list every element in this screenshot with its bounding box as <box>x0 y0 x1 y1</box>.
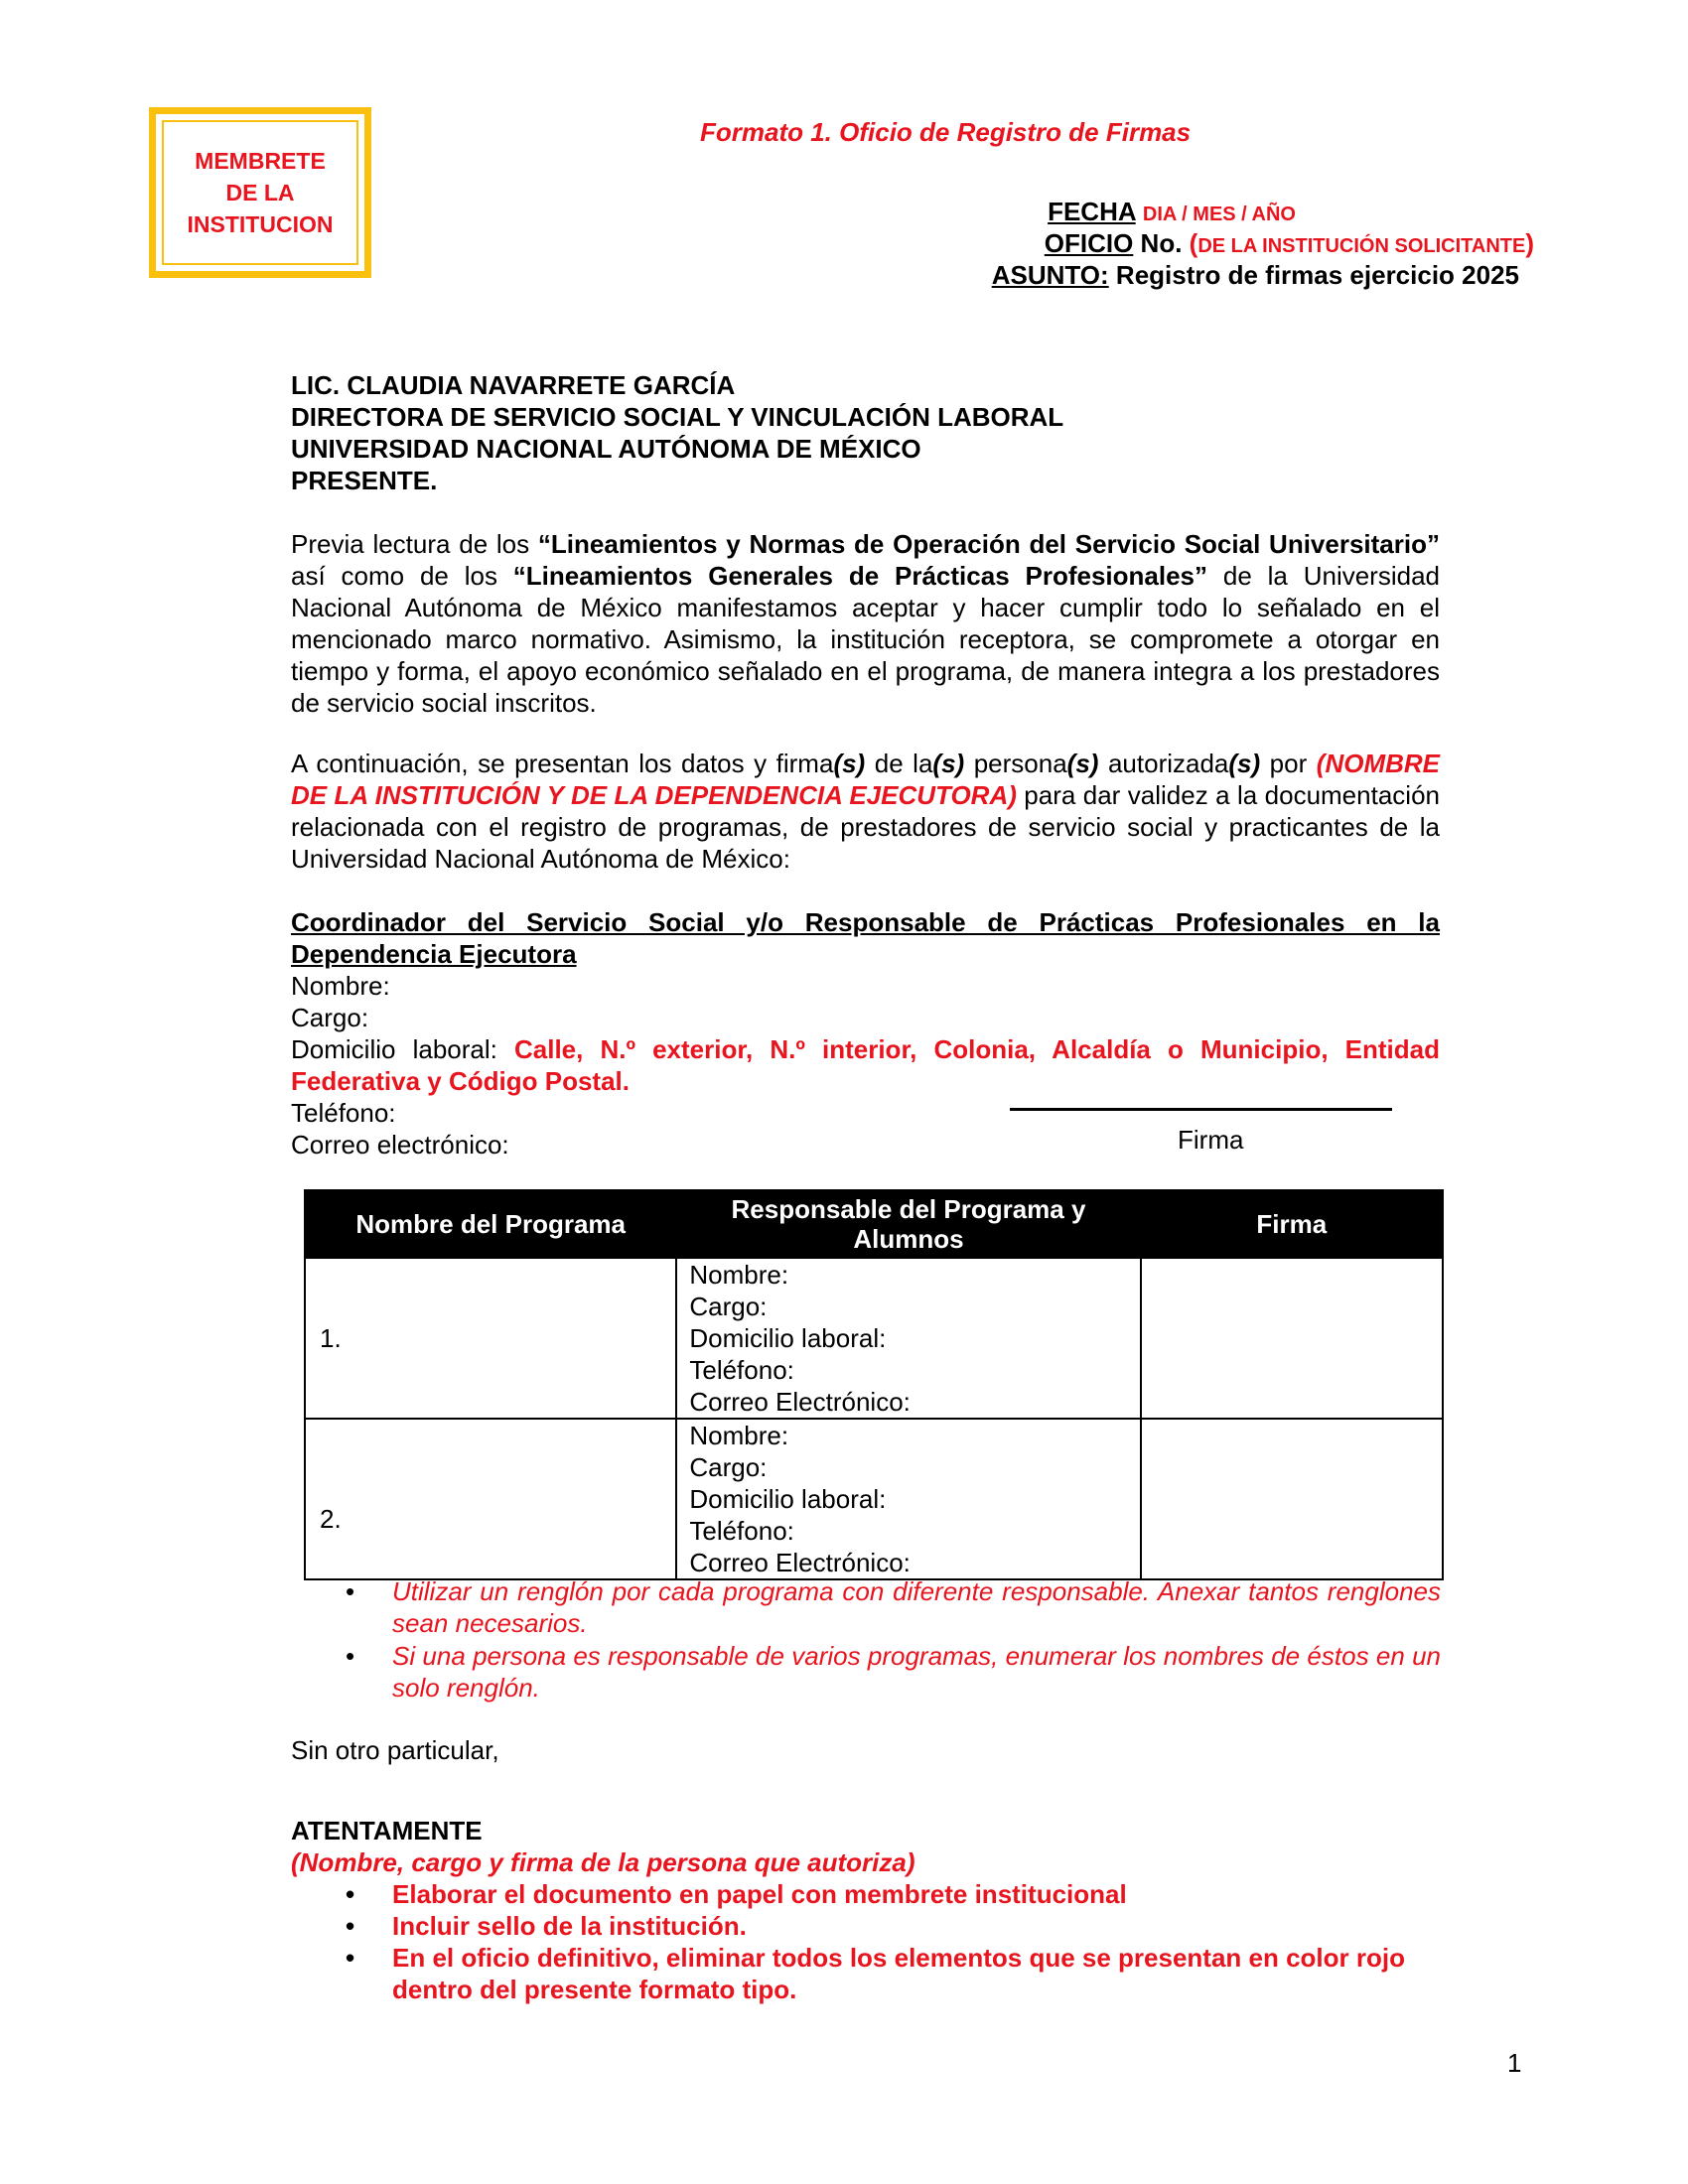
para2-plural-1: (s) <box>833 749 866 778</box>
signature-block <box>291 1815 914 1878</box>
row-responsible-fields <box>676 1419 1140 1579</box>
para2-text-5: por <box>1260 749 1317 778</box>
para1-text-2: así como de los <box>291 561 513 591</box>
list-item <box>338 1910 1441 1942</box>
bullet: • <box>346 1943 355 1973</box>
oficio-value: DE LA INSTITUCIÓN SOLICITANTE <box>1197 235 1526 257</box>
paragraph-2 <box>291 748 1440 875</box>
coordinator-address-value: Calle, N.º exterior, N.º interior, Colonia, Alcaldía o Municipio, Entidad Federativa y Código Postal. <box>291 1034 1440 1096</box>
addressee-presente: PRESENTE. <box>291 466 438 495</box>
signature-line <box>1010 1108 1392 1111</box>
addressee-block <box>291 369 1440 496</box>
subject-label: ASUNTO: <box>991 260 1109 290</box>
table-row <box>305 1419 1443 1579</box>
bullet: • <box>346 1641 355 1671</box>
para2-plural-3: (s) <box>1066 749 1099 778</box>
field-email: Correo Electrónico: <box>689 1387 911 1417</box>
table-header-row <box>305 1190 1443 1258</box>
signature-label: Firma <box>1178 1125 1244 1155</box>
format-title: Formato 1. Oficio de Registro de Firmas <box>700 117 1192 147</box>
para1-text-3: de la Universidad Nacional Autónoma de México manifestamos aceptar y hacer cumplir todo lo señalado en el mencionado marco normativo. Asimismo, la institución receptora, se compromete a otorgar en tiempo y forma, el apoyo económico señalado en el programa, de manera integra a los prestadores de servicio social inscritos. <box>291 561 1440 718</box>
coordinator-position-label: Cargo: <box>291 1003 369 1032</box>
subject-line <box>992 260 1519 291</box>
coordinator-name-label: Nombre: <box>291 971 390 1001</box>
oficio-open-paren: ( <box>1189 228 1198 258</box>
instructions-list <box>338 1878 1441 2005</box>
programs-table <box>304 1189 1444 1580</box>
coordinator-section <box>291 906 1440 1160</box>
oficio-no: No. <box>1133 228 1190 258</box>
row-signature-cell <box>1141 1419 1443 1579</box>
page-number: 1 <box>1507 2048 1522 2078</box>
bullet: • <box>346 1879 355 1909</box>
date-line <box>1048 197 1296 227</box>
oficio-label: OFICIO <box>1044 228 1134 258</box>
note-text: Utilizar un renglón por cada programa con diferente responsable. Anexar tantos renglones sean necesarios. <box>392 1576 1441 1638</box>
list-item <box>338 1878 1441 1910</box>
instruction-text: En el oficio definitivo, eliminar todos los elementos que se presentan en color rojo dentro del presente formato tipo. <box>392 1943 1405 2004</box>
bullet: • <box>346 1911 355 1941</box>
para2-text-1: A continuación, se presentan los datos y firma <box>291 749 834 778</box>
coordinator-address <box>291 1033 1440 1097</box>
header-responsible: Responsable del Programa y Alumnos <box>676 1190 1140 1258</box>
table-row <box>305 1258 1443 1419</box>
field-phone: Teléfono: <box>689 1355 794 1385</box>
instruction-text: Incluir sello de la institución. <box>392 1911 747 1941</box>
para1-bold-1: “Lineamientos y Normas de Operación del Servicio Social Universitario” <box>537 529 1440 559</box>
header-signature: Firma <box>1141 1190 1443 1258</box>
field-phone: Teléfono: <box>689 1516 794 1546</box>
field-position: Cargo: <box>689 1452 768 1482</box>
para2-text-4: autorizada <box>1098 749 1229 778</box>
field-position: Cargo: <box>689 1292 768 1321</box>
closing-text: Sin otro particular, <box>291 1735 499 1765</box>
subject-value: Registro de firmas ejercicio 2025 <box>1108 260 1519 290</box>
addressee-name: LIC. CLAUDIA NAVARRETE GARCÍA <box>291 370 736 400</box>
paragraph-1 <box>291 528 1440 719</box>
signer-placeholder: (Nombre, cargo y firma de la persona que autoriza) <box>291 1847 915 1877</box>
para2-text-3: persona <box>964 749 1067 778</box>
coordinator-email-label: Correo electrónico: <box>291 1130 509 1160</box>
field-name: Nombre: <box>689 1421 789 1450</box>
field-email: Correo Electrónico: <box>689 1548 911 1577</box>
header-program-name: Nombre del Programa <box>305 1190 676 1258</box>
row-number: 1. <box>305 1258 676 1419</box>
table-notes <box>338 1575 1441 1705</box>
row-number: 2. <box>305 1419 676 1579</box>
para1-text-1: Previa lectura de los <box>291 529 538 559</box>
field-address: Domicilio laboral: <box>689 1484 887 1514</box>
row-signature-cell <box>1141 1258 1443 1419</box>
list-item <box>338 1942 1441 2005</box>
date-label: FECHA <box>1048 197 1136 226</box>
oficio-close-paren: ) <box>1525 228 1534 258</box>
letterhead-line-3: INSTITUCION <box>187 211 334 237</box>
list-item <box>338 1575 1441 1639</box>
para2-plural-2: (s) <box>932 749 965 778</box>
para2-institution-placeholder: (NOMBRE DE LA INSTITUCIÓN Y DE LA DEPENDENCIA EJECUTORA) <box>291 749 1440 810</box>
para1-bold-2: “Lineamientos Generales de Prácticas Profesionales” <box>512 561 1208 591</box>
row-responsible-fields <box>676 1258 1140 1419</box>
para2-plural-4: (s) <box>1228 749 1261 778</box>
atentamente-label: ATENTAMENTE <box>291 1816 483 1845</box>
coordinator-title: Coordinador del Servicio Social y/o Responsable de Prácticas Profesionales en la Dependencia Ejecutora <box>291 907 1440 969</box>
coordinator-phone-label: Teléfono: <box>291 1098 396 1128</box>
coordinator-address-label: Domicilio laboral: <box>291 1034 514 1064</box>
para2-text-2: de la <box>865 749 933 778</box>
letterhead-text <box>162 120 358 265</box>
letterhead-placeholder <box>149 107 371 278</box>
letterhead-line-1: MEMBRETE <box>195 148 326 174</box>
oficio-line <box>1045 228 1534 259</box>
list-item <box>338 1640 1441 1704</box>
addressee-institution: UNIVERSIDAD NACIONAL AUTÓNOMA DE MÉXICO <box>291 434 921 464</box>
addressee-position: DIRECTORA DE SERVICIO SOCIAL Y VINCULACIÓN LABORAL <box>291 402 1064 432</box>
field-address: Domicilio laboral: <box>689 1323 887 1353</box>
instruction-text: Elaborar el documento en papel con membrete institucional <box>392 1879 1127 1909</box>
letterhead-line-2: DE LA <box>225 180 295 205</box>
date-value: DIA / MES / AÑO <box>1142 204 1296 225</box>
para2-text-6: para dar validez a la documentación relacionada con el registro de programas, de prestadores de servicio social y practicantes de la Universidad Nacional Autónoma de México: <box>291 780 1440 874</box>
bullet: • <box>346 1576 355 1606</box>
note-text: Si una persona es responsable de varios programas, enumerar los nombres de éstos en un solo renglón. <box>392 1641 1441 1703</box>
field-name: Nombre: <box>689 1260 789 1290</box>
